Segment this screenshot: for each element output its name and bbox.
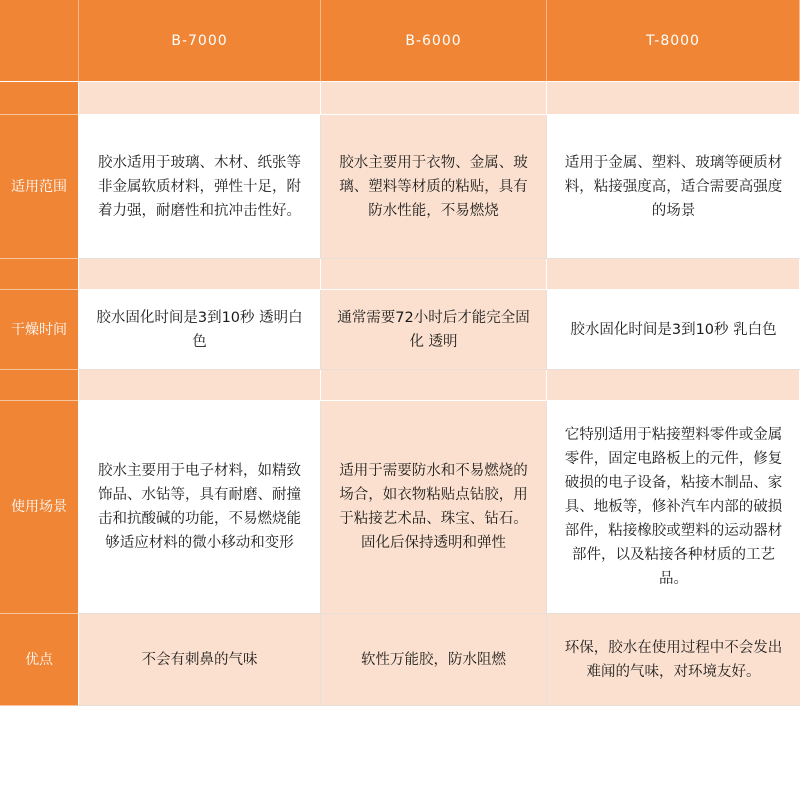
header-corner-cell <box>0 0 79 82</box>
cell-text: 它特别适用于粘接塑料零件或金属零件，固定电路板上的元件，修复破损的电子设备，粘接木制品、家具、地板等，修补汽车内部的破损部件，粘接橡胶或塑料的运动器材部件，以及粘接各种材质的工艺品。 <box>564 427 783 587</box>
cell-text: 不会有刺鼻的气味 <box>141 651 258 668</box>
cell-text: 通常需要72小时后才能完全固化 透明 <box>337 309 530 350</box>
spacer-cell <box>321 259 547 290</box>
row-label: 使用场景 <box>0 401 79 614</box>
cell-text: 环保，胶水在使用过程中不会发出难闻的气味，对环境友好。 <box>564 639 783 680</box>
row-application-range <box>0 115 800 259</box>
spacer-cell <box>79 82 321 115</box>
cell-t8000 <box>547 115 800 259</box>
row-label: 优点 <box>0 614 79 706</box>
cell-t8000 <box>547 614 800 706</box>
header-b6000: B-6000 <box>321 0 547 82</box>
spacer-cell <box>321 370 547 401</box>
cell-b7000 <box>79 614 321 706</box>
cell-t8000 <box>547 290 800 370</box>
row-drying-time <box>0 290 800 370</box>
cell-text: 软性万能胶，防水阻燃 <box>361 651 506 668</box>
header-t8000: T-8000 <box>547 0 800 82</box>
spacer-row <box>0 259 800 290</box>
cell-b6000 <box>321 290 547 370</box>
cell-b6000 <box>321 401 547 614</box>
cell-text: 胶水固化时间是3到10秒 乳白色 <box>570 321 777 338</box>
spacer-cell <box>547 370 800 401</box>
spacer-cell <box>321 82 547 115</box>
cell-text: 胶水主要用于衣物、金属、玻璃、塑料等材质的粘贴，具有防水性能，不易燃烧 <box>339 154 528 219</box>
cell-b6000 <box>321 115 547 259</box>
cell-text: 适用于需要防水和不易燃烧的场合，如衣物粘贴点钻胶，用于粘接艺术品、珠宝、钻石。固化后保持透明和弹性 <box>339 463 528 551</box>
spacer-cell <box>547 259 800 290</box>
cell-text: 胶水适用于玻璃、木材、纸张等非金属软质材料，弹性十足，附着力强，耐磨性和抗冲击性好。 <box>98 154 301 219</box>
cell-t8000 <box>547 401 800 614</box>
row-label: 干燥时间 <box>0 290 79 370</box>
cell-text: 适用于金属、塑料、玻璃等硬质材料，粘接强度高，适合需要高强度的场景 <box>564 154 783 219</box>
spacer-label-cell <box>0 370 79 401</box>
row-advantages <box>0 614 800 706</box>
spacer-label-cell <box>0 82 79 115</box>
spacer-cell <box>79 370 321 401</box>
cell-b7000 <box>79 290 321 370</box>
spacer-label-cell <box>0 259 79 290</box>
spacer-cell <box>79 259 321 290</box>
spacer-row <box>0 370 800 401</box>
row-label: 适用范围 <box>0 115 79 259</box>
spacer-cell <box>547 82 800 115</box>
header-row <box>0 0 800 82</box>
row-usage-scenario <box>0 401 800 614</box>
cell-text: 胶水固化时间是3到10秒 透明白色 <box>96 309 303 350</box>
header-b7000: B-7000 <box>79 0 321 82</box>
cell-b6000 <box>321 614 547 706</box>
spacer-row <box>0 82 800 115</box>
cell-text: 胶水主要用于电子材料，如精致饰品、水钻等，具有耐磨、耐撞击和抗酸碱的功能，不易燃烧能够适应材料的微小移动和变形 <box>98 463 301 551</box>
cell-b7000 <box>79 115 321 259</box>
cell-b7000 <box>79 401 321 614</box>
